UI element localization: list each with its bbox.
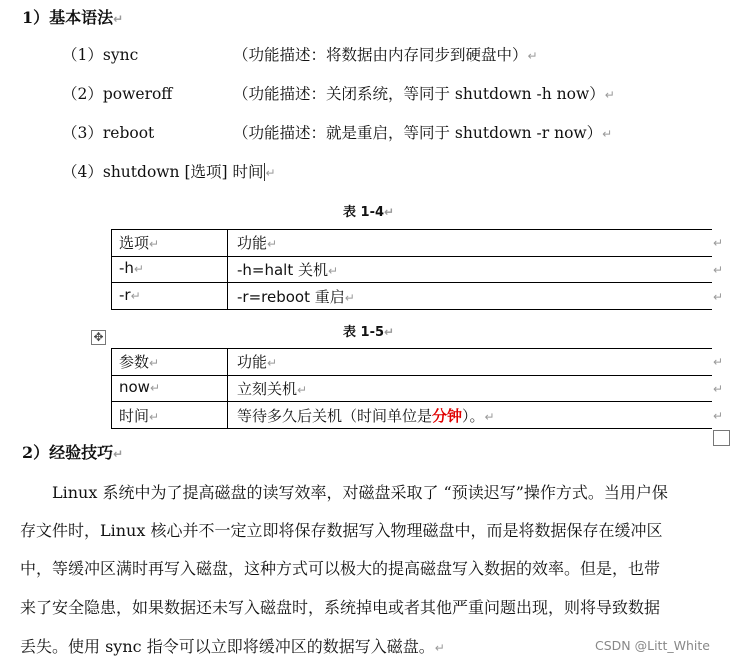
paragraph-mark: ↵ (384, 205, 395, 219)
command-name: sync (102, 46, 139, 64)
command-name: shutdown [选项] 时间 (102, 163, 264, 181)
paragraph-mark: ↵ (265, 166, 276, 180)
table-rule (111, 309, 712, 310)
command-item-sync (62, 43, 138, 65)
paragraph-mark: ↵ (527, 49, 538, 63)
command-item-shutdown (62, 160, 276, 182)
paragraph-mark: ↵ (604, 88, 615, 102)
table-rule (111, 375, 712, 376)
row-end-mark: ↵ (713, 236, 724, 250)
table-rule (111, 256, 712, 257)
caption-text: 表 1-5 (343, 325, 385, 340)
resize-handle-icon[interactable] (713, 430, 730, 446)
caption-text: 表 1-4 (343, 205, 385, 220)
command-item-poweroff (62, 82, 172, 104)
table-cell: -h↵ (119, 259, 144, 277)
table-border (111, 348, 112, 428)
paragraph-line-last (20, 634, 445, 657)
table-rule (111, 282, 712, 283)
table-rule (111, 348, 712, 349)
command-item-reboot (62, 121, 154, 143)
row-end-mark: ↵ (713, 355, 724, 369)
command-name: poweroff (102, 85, 173, 103)
table1-caption (343, 201, 394, 220)
table-rule (111, 428, 712, 429)
command-number: （4） (62, 163, 103, 181)
table2-caption (343, 321, 394, 340)
table-border (227, 229, 228, 309)
command-desc-reboot (233, 121, 612, 143)
section-heading-syntax (22, 5, 123, 28)
command-number: （1） (62, 46, 103, 64)
watermark: CSDN @Litt_White (595, 638, 710, 653)
command-description: （功能描述：关闭系统，等同于 shutdown -h now） (233, 85, 605, 103)
table-cell: 时间↵ (119, 407, 160, 425)
row-end-mark: ↵ (713, 290, 724, 304)
section-heading-text: 1）基本语法 (22, 8, 114, 27)
section-heading-tips (22, 440, 123, 463)
move-icon[interactable]: ✥ (91, 330, 106, 345)
paragraph-mark: ↵ (434, 641, 445, 655)
row-end-mark: ↵ (713, 263, 724, 277)
paragraph-mark: ↵ (113, 447, 124, 461)
table-cell: now↵ (119, 378, 161, 396)
table-cell: 立刻关机↵ (237, 380, 308, 398)
paragraph-line: 来了安全隐患，如果数据还未写入磁盘时，系统掉电或者其他严重问题出现，则将导致数据 (20, 598, 661, 617)
command-number: （3） (62, 124, 103, 142)
table-cell: -h=halt 关机↵ (237, 261, 339, 279)
command-name: reboot (102, 124, 155, 142)
highlight-text: 分钟 (432, 407, 463, 425)
paragraph-line: Linux 系统中为了提高磁盘的读写效率，对磁盘采取了 “预读迟写”操作方式。当用户保 (52, 483, 668, 502)
row-end-mark: ↵ (713, 409, 724, 423)
table-rule (111, 229, 712, 230)
command-desc-sync (233, 43, 538, 65)
table-cell: -r=reboot 重启↵ (237, 288, 355, 306)
table-header-cell: 选项↵ (119, 234, 160, 252)
table-border (111, 229, 112, 309)
table-border (227, 348, 228, 428)
table-rule (111, 401, 712, 402)
command-description: （功能描述：就是重启，等同于 shutdown -r now） (233, 124, 603, 142)
paragraph-mark: ↵ (602, 127, 613, 141)
table-header-cell: 功能↵ (237, 234, 278, 252)
table-header-cell: 功能↵ (237, 353, 278, 371)
section-heading-text: 2）经验技巧 (22, 443, 114, 462)
row-end-mark: ↵ (713, 382, 724, 396)
paragraph-line: 存文件时，Linux 核心并不一定立即将保存数据写入物理磁盘中，而是将数据保存在缓冲区 (20, 521, 663, 540)
table-cell: -r↵ (119, 286, 141, 304)
table-cell: 等待多久后关机（时间单位是分钟）。↵ (237, 407, 495, 425)
paragraph-text: 丢失。使用 sync 指令可以立即将缓冲区的数据写入磁盘。 (20, 637, 435, 656)
paragraph-mark: ↵ (113, 12, 124, 26)
paragraph-line: 中，等缓冲区满时再写入磁盘，这种方式可以极大的提高磁盘写入数据的效率。但是，也带 (20, 559, 661, 578)
command-number: （2） (62, 85, 103, 103)
paragraph-mark: ↵ (384, 325, 395, 339)
table-header-cell: 参数↵ (119, 353, 160, 371)
command-description: （功能描述：将数据由内存同步到硬盘中） (233, 46, 528, 64)
command-desc-poweroff (233, 82, 615, 104)
